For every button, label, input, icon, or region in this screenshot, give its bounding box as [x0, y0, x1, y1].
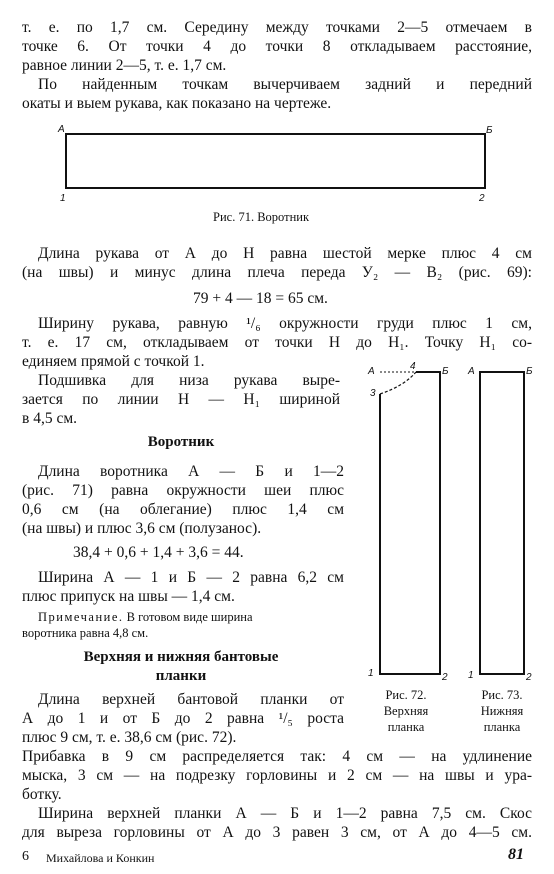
label-A: А: [368, 366, 375, 377]
figure-73-caption-3: планка: [483, 720, 521, 734]
label-3: 3: [370, 388, 376, 399]
intro-line-5: окаты и выем рукава, как показано на чертеже.: [22, 95, 332, 112]
sleeve-line-2: (на швы) и минус длина плеча переда У₂ — В₂ (рис. 69):: [22, 264, 532, 281]
bands-line-5b: ботку.: [22, 786, 62, 803]
figure-73-lower-band: [464, 362, 544, 684]
bands-line-6: Ширина верхней планки А — Б и 1—2 равна 7,5 см. Скос: [38, 805, 532, 822]
label-2: 2: [479, 193, 485, 204]
label-B: Б: [486, 125, 493, 136]
figure-72-caption-3: планка: [387, 720, 425, 734]
lower-band-rectangle: [480, 372, 524, 674]
intro-line-2: точке 6. От точки 4 до точки 8 откладываем расстояние,: [22, 38, 532, 55]
sleeve-formula: 79 + 4 — 18 = 65 см.: [193, 290, 328, 307]
hem-line-3: в 4,5 см.: [22, 410, 78, 427]
figure-71-collar: [55, 124, 505, 206]
collar-line-4: (на швы) и плюс 3,6 см (полузанос).: [22, 520, 262, 537]
bands-line-1: Длина верхней бантовой планки от: [38, 691, 344, 708]
bands-line-3: плюс 9 см, т. е. 38,6 см (рис. 72).: [22, 729, 237, 746]
bands-heading-1: Верхняя и нижняя бантовые: [83, 649, 279, 665]
neckline-cut-curve: [380, 372, 416, 394]
collar-line-3: 0,6 см (на облегание) плюс 1,4 см: [22, 501, 344, 518]
label-1: 1: [468, 670, 474, 681]
sleeve-width-line-1: Ширину рукава, равную ¹/₆ окружности груди плюс 1 см,: [38, 315, 532, 332]
hem-line-1: Подшивка для низа рукава выре-: [38, 372, 340, 389]
figure-72-caption-2: Верхняя: [383, 704, 429, 718]
label-2: 2: [526, 672, 532, 683]
label-2: 2: [442, 672, 448, 683]
collar-note-line-2: воротника равна 4,8 см.: [22, 626, 149, 640]
label-4: 4: [410, 362, 416, 372]
hem-line-2: зается по линии Н — Н₁ шириной: [22, 391, 340, 408]
intro-line-3: равное линии 2—5, т. е. 1,7 см.: [22, 57, 227, 74]
figure-71-caption: Рис. 71. Воротник: [213, 210, 310, 224]
collar-width-line-2: плюс припуск на швы — 1,4 см.: [22, 588, 235, 605]
sleeve-width-line-3: единяем прямой с точкой 1.: [22, 353, 205, 370]
collar-formula: 38,4 + 0,6 + 1,4 + 3,6 = 44.: [73, 544, 244, 561]
label-B: Б: [442, 366, 449, 377]
signature-mark: 6: [22, 849, 29, 864]
note-label: Примечание.: [38, 610, 124, 624]
page-number: 81: [508, 846, 524, 863]
bands-line-7: для выреза горловины от А до 3 равен 3 см, от А до 4—5 см.: [22, 824, 532, 841]
figure-72-upper-band: [360, 362, 452, 684]
figure-73-caption-1: Рис. 73.: [481, 688, 523, 702]
intro-line-4: По найденным точкам вычерчиваем задний и передний: [38, 76, 532, 93]
collar-width-line-1: Ширина А — 1 и Б — 2 равна 6,2 см: [38, 569, 344, 586]
upper-band-outline: [380, 372, 440, 674]
label-A: А: [58, 124, 65, 135]
label-1: 1: [368, 668, 374, 679]
sleeve-line-1: Длина рукава от А до Н равна шестой мерке плюс 4 см: [38, 245, 532, 262]
bands-heading-2: планки: [155, 668, 207, 684]
intro-line-1: т. е. по 1,7 см. Середину между точками 2—5 отмечаем в: [22, 19, 532, 36]
bands-line-4: Прибавка в 9 см распределяется так: 4 см — на удлинение: [22, 748, 532, 765]
collar-note-line-1: [38, 609, 253, 625]
collar-heading: Воротник: [147, 434, 215, 450]
note-text: В готовом виде ширина: [123, 610, 253, 624]
bands-line-5a: мыска, 3 см — на подрезку горловины и 2 см — на швы и ура-: [22, 767, 532, 784]
sleeve-width-line-2: т. е. 17 см, откладываем от точки Н до Н₁. Точку Н₁ со-: [22, 334, 532, 351]
figure-72-caption-1: Рис. 72.: [385, 688, 427, 702]
figure-73-caption-2: Нижняя: [480, 704, 524, 718]
label-1: 1: [60, 193, 66, 204]
label-B: Б: [526, 366, 533, 377]
collar-rectangle: [66, 134, 485, 188]
collar-line-1: Длина воротника А — Б и 1—2: [38, 463, 344, 480]
publisher-line: Михайлова и Конкин: [46, 851, 155, 865]
label-A: А: [468, 366, 475, 377]
bands-line-2: А до 1 и от Б до 2 равна ¹/₅ роста: [22, 710, 344, 727]
collar-line-2: (рис. 71) равна окружности шеи плюс: [22, 482, 344, 499]
